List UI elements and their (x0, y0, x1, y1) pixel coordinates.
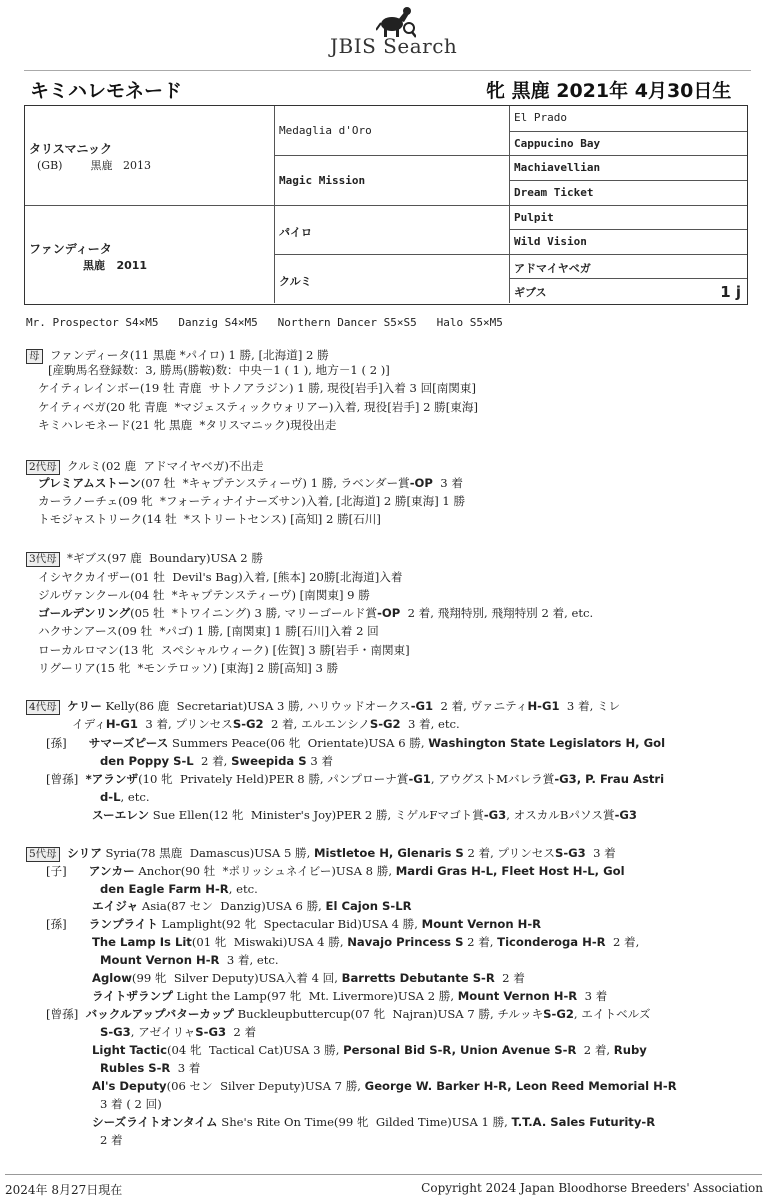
emphasized-text: ランプライト (88, 917, 158, 931)
jbis-logo[interactable] (318, 6, 468, 58)
pedigree-gen3-cell (510, 106, 747, 131)
pedigree-table (24, 105, 748, 305)
inbreeding-summary: Mr. Prospector S4×M5 Danzig S4×M5 Northern Dancer S5×S5 Halo S5×M5 (26, 316, 503, 329)
line-text: [産駒馬名登録数：3, 勝馬(勝鞍)数：中央－1 ( 1 ), 地方－1 ( 2 )] (48, 363, 390, 377)
emphasized-text: エイジャ (92, 899, 139, 913)
line-text: ファンディータ(11 黒鹿 *パイロ) 1 勝, [北海道] 2 勝 (42, 348, 329, 362)
emphasized-text: Al's Deputy (92, 1079, 167, 1093)
generation-tag: 3代母 (26, 552, 60, 567)
line-text: , アゼイリャ (130, 1025, 196, 1039)
emphasized-text: Ticonderoga H-R (497, 935, 606, 949)
line-text: キミハレモネード(21 牝 黒鹿 *タリスマニック)現役出走 (38, 418, 337, 432)
line-text: イディ (72, 717, 106, 731)
line-text: (10 牝 Privately Held)PER 8 勝, パンプローナ賞 (138, 772, 409, 786)
family-line (100, 754, 333, 768)
line-text: 2 着, (463, 935, 498, 949)
line-text (60, 699, 67, 713)
emphasized-text: S-G3 (100, 1025, 131, 1039)
family-line (46, 736, 665, 750)
emphasized-text: S-G2 (232, 717, 264, 731)
generation-tag: 4代母 (26, 700, 60, 715)
line-text: (99 牝 Silver Deputy)USA入着 4 回, (131, 971, 342, 985)
line-text: イシヤクカイザー(01 牡 Devil's Bag)入着, [熊本] 20勝[北海道]入着 (38, 570, 403, 584)
pedigree-gen3-cell (510, 131, 747, 156)
family-line (46, 1007, 651, 1021)
family-line (100, 882, 258, 896)
family-line (100, 1025, 256, 1039)
copyright: Copyright 2024 Japan Bloodhorse Breeders' Association (421, 1181, 763, 1195)
emphasized-text: Sweepida S (231, 754, 307, 768)
family-line (46, 864, 625, 878)
line-text: 3 着 (306, 754, 333, 768)
emphasized-text: シリア (67, 846, 102, 860)
emphasized-text: The Lamp Is Lit (92, 935, 192, 949)
emphasized-text: Light Tactic (92, 1043, 167, 1057)
pedigree-dam-dam-cell (275, 254, 510, 303)
emphasized-text: Aglow (92, 971, 132, 985)
emphasized-text: *アランザ (85, 772, 139, 786)
line-text: クルミ(02 鹿 アドマイヤベガ)不出走 (59, 459, 264, 473)
pedigree-dam-sire-cell (275, 205, 510, 254)
emphasized-text: -G1 (408, 772, 431, 786)
emphasized-text: S-G3 (555, 846, 586, 860)
emphasized-text: den Eagle Farm H-R (100, 882, 229, 896)
horse-name: キミハレモネード (30, 80, 183, 102)
line-text: 3 着, ミレ (559, 699, 621, 713)
line-text: [曾孫] (46, 1007, 86, 1021)
family-line (72, 717, 460, 731)
family-line (92, 1079, 677, 1093)
horse-info: 牝 黒鹿 2021年 4月30日生 (486, 80, 732, 102)
line-text: ジルヴァンクール(04 牡 *キャプテンスティーヴ) [南関東] 9 勝 (38, 588, 370, 602)
emphasized-text: -G3 (614, 808, 637, 822)
line-text: 3 着 (170, 1061, 201, 1075)
emphasized-text: プレミアムストーン (38, 476, 141, 490)
pedigree-gen3-cell (510, 254, 747, 279)
sire-origin: (GB) (37, 159, 63, 172)
emphasized-text: Navajo Princess S (347, 935, 464, 949)
as-of-date: 2024年 8月27日現在 (5, 1183, 123, 1197)
emphasized-text: -OP (377, 606, 401, 620)
gen3-name[interactable]: Pulpit (514, 210, 554, 224)
line-text: リグーリア(15 牝 *モンテロッソ) [東海] 2 勝[高知] 3 勝 (38, 661, 339, 675)
emphasized-text: Mount Vernon H-R (421, 917, 542, 931)
dam-details (37, 257, 147, 273)
family-line (38, 643, 410, 657)
line-text: 2 着, (576, 1043, 614, 1057)
line-text: , エイトベルズ (573, 1007, 651, 1021)
emphasized-text: Barretts Debutante S-R (341, 971, 495, 985)
emphasized-text: アンカー (88, 864, 135, 878)
line-text: , アウグストMバレラ賞 (430, 772, 555, 786)
generation-tag: 2代母 (26, 460, 60, 475)
sire-dam-name[interactable]: Magic Mission (279, 174, 366, 188)
family-line (38, 512, 381, 526)
family-line (38, 606, 593, 620)
family-number: 1 j (720, 283, 741, 302)
emphasized-text: H-G1 (105, 717, 138, 731)
line-text: (04 牝 Tactical Cat)USA 3 勝, (167, 1043, 344, 1057)
emphasized-text: Ruby (613, 1043, 647, 1057)
family-line (92, 1115, 655, 1129)
sire-sire-name[interactable]: Medaglia d'Oro (279, 124, 372, 137)
pedigree-sire-dam-cell (275, 155, 510, 204)
pedigree-gen3-cell (510, 205, 747, 230)
emphasized-text: Mount Vernon H-R (100, 953, 220, 967)
family-line (100, 790, 150, 804)
line-text: [曾孫] (46, 772, 86, 786)
line-text: , etc. (120, 790, 150, 804)
line-text: トモジャストリーク(14 牡 *ストリートセンス) [高知] 2 勝[石川] (38, 512, 381, 526)
line-text: (01 牝 Miswaki)USA 4 勝, (191, 935, 348, 949)
line-text: Summers Peace(06 牝 Orientate)USA 6 勝, (168, 736, 429, 750)
emphasized-text: -G3 (483, 808, 507, 822)
dam-color: 黒鹿 (82, 258, 105, 272)
line-text: 3 着, etc. (400, 717, 460, 731)
emphasized-text: H-G1 (527, 699, 560, 713)
emphasized-text: サマーズピース (88, 736, 169, 750)
pedigree-gen3-cell (510, 180, 747, 205)
emphasized-text: El Cajon S-LR (325, 899, 412, 913)
line-text: 3 着 (585, 846, 616, 860)
line-text: 2 着 (494, 971, 525, 985)
line-text: 2 着, ヴァニティ (433, 699, 528, 713)
line-text: Syria(78 黒鹿 Damascus)USA 5 勝, (101, 846, 315, 860)
line-text: Asia(87 セン Danzig)USA 6 勝, (138, 899, 326, 913)
generation-tag: 母 (26, 349, 43, 364)
family-line (48, 363, 390, 377)
emphasized-text: S-G2 (543, 1007, 574, 1021)
footer-divider (5, 1174, 762, 1175)
family-line (46, 772, 664, 786)
pedigree-gen3-cell (510, 229, 747, 254)
line-text: Light the Lamp(97 牝 Mt. Livermore)USA 2 勝, (172, 989, 458, 1003)
family-line (26, 551, 263, 567)
family-line (92, 935, 639, 949)
family-line (38, 588, 370, 602)
emphasized-text: S-G3 (195, 1025, 227, 1039)
emphasized-text: T.T.A. Sales Futurity-R (511, 1115, 656, 1129)
family-line (26, 846, 616, 862)
gen3-name[interactable]: El Prado (514, 111, 567, 124)
emphasized-text: d-L (100, 790, 121, 804)
line-text: ローカルロマン(13 牝 スペシャルウィーク) [佐賀] 3 勝[岩手・南関東] (38, 643, 410, 657)
emphasized-text: バックルアップバターカップ (85, 1007, 234, 1021)
line-text: Lamplight(92 牝 Spectacular Bid)USA 4 勝, (157, 917, 422, 931)
gen3-name[interactable]: ギブス (514, 286, 547, 300)
emphasized-text: -OP (409, 476, 433, 490)
header-divider (24, 70, 751, 71)
gen3-name[interactable]: Dream Ticket (514, 185, 594, 199)
family-line (92, 1043, 647, 1057)
line-text: (05 牡 *トワイニング) 3 勝, マリーゴールド賞 (130, 606, 378, 620)
family-line (46, 917, 541, 931)
family-line (38, 570, 403, 584)
emphasized-text: Mardi Gras H-L, Fleet Host H-L, Gol (395, 864, 625, 878)
line-text: ケイティレインボー(19 牡 青鹿 サトノアラジン) 1 勝, 現役[岩手]入着 3 回[南関東] (38, 381, 477, 395)
sire-year: 2013 (122, 159, 151, 172)
family-line (100, 1097, 162, 1111)
family-line (26, 459, 264, 475)
family-line (38, 418, 336, 432)
family-line (38, 624, 379, 638)
line-text: , etc. (228, 882, 258, 896)
line-text: 2 着, プリンセス (463, 846, 555, 860)
pedigree-dam-cell (25, 205, 275, 304)
family-line (92, 971, 525, 985)
sire-color: 黒鹿 (90, 159, 113, 172)
line-text: [孫] (46, 917, 89, 931)
dam-name[interactable]: ファンディータ (29, 241, 112, 256)
line-text: Anchor(90 牡 *ポリッシュネイビー)USA 8 勝, (134, 864, 396, 878)
dam-sire-name[interactable]: パイロ (279, 225, 312, 239)
emphasized-text: Washington State Legislators H, Gol (428, 736, 666, 750)
line-text: [孫] (46, 736, 89, 750)
line-text: 3 着 (577, 989, 608, 1003)
logo-text: JBIS Search (330, 34, 458, 58)
family-line (38, 494, 465, 508)
line-text: 2 着, エルエンシノ (263, 717, 370, 731)
line-text: 2 着, 飛翔特別, 飛翔特別 2 着, etc. (400, 606, 594, 620)
gen3-name[interactable]: アドマイヤベガ (514, 261, 591, 275)
line-text: 2 着, (193, 754, 232, 768)
emphasized-text: -G1 (410, 699, 434, 713)
line-text: 3 着, プリンセス (137, 717, 233, 731)
sire-name[interactable]: タリスマニック (29, 142, 113, 156)
emphasized-text: Mistletoe H, Glenaris S (314, 846, 464, 860)
line-text: ケイティベガ(20 牝 青鹿 *マジェスティックウォリアー)入着, 現役[岩手] 2 勝[東海] (38, 400, 479, 414)
line-text: 2 着 (226, 1025, 257, 1039)
family-line (92, 899, 412, 913)
line-text: (07 牡 *キャプテンスティーヴ) 1 勝, ラベンダー賞 (140, 476, 410, 490)
family-line (38, 476, 463, 490)
family-line (38, 381, 476, 395)
family-line (100, 1133, 123, 1147)
emphasized-text: Personal Bid S-R, Union Avenue S-R (343, 1043, 577, 1057)
gen3-name[interactable]: Machiavellian (514, 161, 601, 175)
emphasized-text: シーズライトオンタイム (92, 1115, 218, 1129)
emphasized-text: George W. Barker H-R, Leon Reed Memorial H-R (364, 1079, 677, 1093)
line-text: *ギブス(97 鹿 Boundary)USA 2 勝 (59, 551, 263, 565)
line-text: Buckleupbuttercup(07 牝 Najran)USA 7 勝, チルッキ (233, 1007, 544, 1021)
pedigree-gen3-cell (510, 278, 747, 303)
line-text: 3 着, etc. (219, 953, 279, 967)
emphasized-text: ライトザランプ (92, 989, 173, 1003)
line-text: 3 着 (432, 476, 463, 490)
family-line (92, 989, 607, 1003)
emphasized-text: ケリー (67, 699, 102, 713)
family-line (92, 808, 637, 822)
emphasized-text: ゴールデンリング (38, 606, 131, 620)
line-text: 2 着 (100, 1133, 123, 1147)
emphasized-text: den Poppy S-L (100, 754, 194, 768)
dam-year: 2011 (116, 258, 148, 272)
pedigree-gen3-cell (510, 155, 747, 180)
pedigree-sire-sire-cell (275, 106, 510, 155)
gen3-name[interactable]: Wild Vision (514, 235, 587, 249)
family-line (26, 699, 620, 715)
line-text: Sue Ellen(12 牝 Minister's Joy)PER 2 勝, ミゲルFマゴト賞 (149, 808, 484, 822)
line-text: , オスカルBパソス賞 (506, 808, 615, 822)
emphasized-text: スーエレン (92, 808, 150, 822)
emphasized-text: Rubles S-R (100, 1061, 171, 1075)
gen3-name[interactable]: Cappucino Bay (514, 136, 601, 150)
line-text: [子] (46, 864, 89, 878)
line-text: 2 着, (605, 935, 640, 949)
line-text: 3 着 ( 2 回) (100, 1097, 162, 1111)
family-line (38, 400, 478, 414)
line-text: ハクサンアース(09 牡 *パゴ) 1 勝, [南関東] 1 勝[石川]入着 2 回 (38, 624, 379, 638)
sire-details (37, 157, 151, 173)
line-text (60, 846, 67, 860)
generation-tag: 5代母 (26, 847, 60, 862)
family-line (100, 953, 279, 967)
line-text: (06 セン Silver Deputy)USA 7 勝, (166, 1079, 365, 1093)
line-text: Kelly(86 鹿 Secretariat)USA 3 勝, ハリウッドオークス (101, 699, 411, 713)
emphasized-text: -G3, P. Frau Astri (554, 772, 665, 786)
emphasized-text: Mount Vernon H-R (457, 989, 578, 1003)
family-line (38, 661, 338, 675)
family-line (26, 348, 329, 364)
line-text: She's Rite On Time(99 牝 Gilded Time)USA 1 勝, (217, 1115, 512, 1129)
family-line (100, 1061, 200, 1075)
pedigree-sire-cell (25, 106, 275, 205)
line-text: カーラノーチェ(09 牝 *フォーティナイナーズサン)入着, [北海道] 2 勝[東海] 1 勝 (38, 494, 466, 508)
dam-dam-name[interactable]: クルミ (279, 274, 312, 288)
emphasized-text: S-G2 (369, 717, 401, 731)
